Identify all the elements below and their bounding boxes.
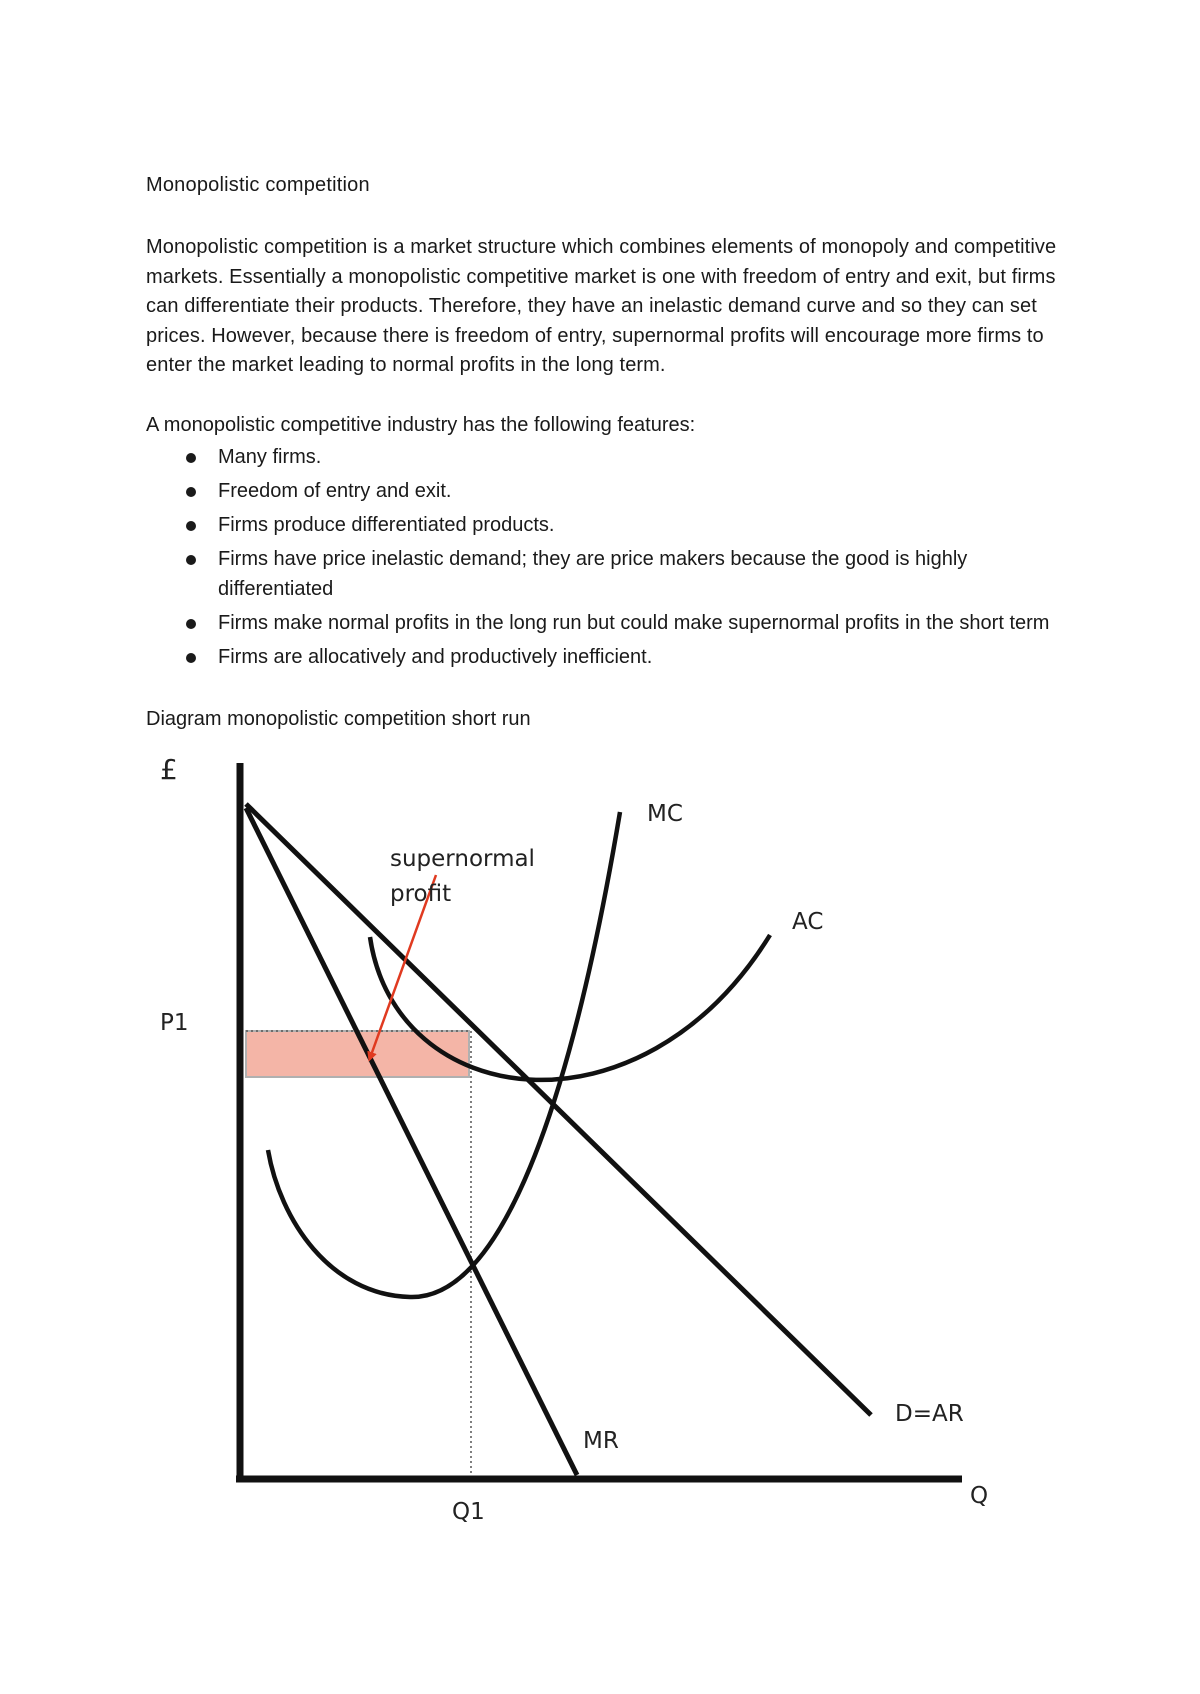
y-axis-label: £: [160, 753, 178, 786]
feature-text: Many firms.: [218, 446, 322, 468]
demand-label: D=AR: [895, 1401, 964, 1427]
feature-text: Firms produce differentiated products.: [218, 514, 555, 536]
mr-label: MR: [583, 1428, 619, 1454]
q1-label: Q1: [452, 1499, 485, 1525]
intro-paragraph: Monopolistic competition is a market structure which combines elements of monopoly and competitive markets. Essentially a monopolistic competitive market is one with freedom of entry and exit, but firms can differentiate their products. Therefore, they have an inelastic demand curve and so they can set prices. However, because there is freedom of entry, supernormal profits will encourage more firms to enter the market leading to normal profits in the long term.: [146, 236, 1057, 376]
feature-text: Firms have price inelastic demand; they are price makers because the good is highly differentiated: [218, 548, 968, 600]
mr-curve: [246, 808, 577, 1475]
demand-ar-curve: [246, 804, 871, 1415]
p1-label: P1: [160, 1010, 189, 1036]
document-title: Monopolistic competition: [146, 174, 370, 196]
diagram-title: Diagram monopolistic competition short run: [146, 708, 531, 730]
x-axis-label: Q: [970, 1483, 989, 1509]
features-intro: A monopolistic competitive industry has the following features:: [146, 414, 696, 436]
mc-label: MC: [647, 801, 683, 827]
ac-label: AC: [792, 909, 824, 935]
annotation-label-line1: supernormal: [390, 846, 535, 872]
feature-text: Firms are allocatively and productively inefficient.: [218, 646, 653, 668]
feature-text: Freedom of entry and exit.: [218, 480, 452, 502]
annotation-label-line2: profit: [390, 881, 452, 907]
feature-text: Firms make normal profits in the long run but could make supernormal profits in the short term: [218, 612, 1050, 634]
